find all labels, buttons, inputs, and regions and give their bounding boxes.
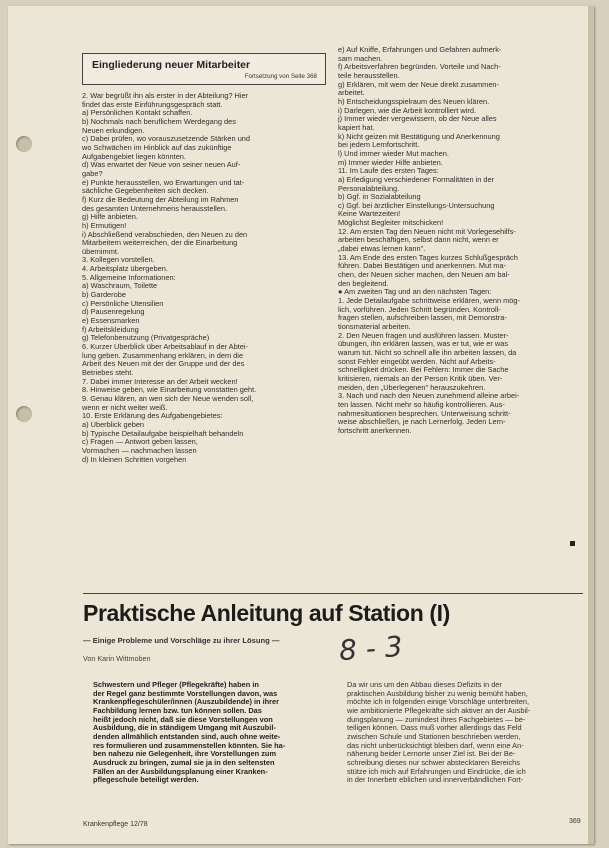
text-line: wenn er nicht weiter weiß. <box>82 403 168 412</box>
text-line: a) Waschraum, Toilette <box>82 282 158 291</box>
text-line: 3. Kollegen vorstellen. <box>82 256 155 265</box>
article-body-right <box>347 681 583 785</box>
text-line: Aufgabengebiet liegen könnten. <box>82 152 186 161</box>
text-line: d) Pausenregelung <box>82 308 145 317</box>
text-line: i) Abschließend verabschieden, den Neuen zu den <box>82 230 248 239</box>
text-line: b) Typische Detailaufgabe beispielhaft behandeln <box>82 429 244 438</box>
text-line: sächliche Gegebenheiten sich decken. <box>82 187 209 196</box>
text-line: Vormachen — nachmachen lassen <box>82 446 197 455</box>
article-intro <box>93 681 343 785</box>
body-line: näherung beider Lernorte unser Ziel ist. Bei der Be- <box>347 750 516 759</box>
text-line: 12. Am ersten Tag den Neuen nicht mit Vorlegesehilfs- <box>338 227 516 236</box>
text-line: b) Nochmals nach beruflichem Werdegang des <box>82 117 236 126</box>
article-subtitle: — Einige Probleme und Vorschläge zu ihrer Lösung — <box>83 636 280 645</box>
paper-edge <box>588 6 594 844</box>
end-mark <box>570 541 575 546</box>
text-line: d) In kleinen Schritten vorgehen <box>82 455 187 464</box>
body-line: wie ambitionierte Pflegekräfte sich aktiver an der Ausbil- <box>347 706 531 715</box>
text-line: 13. Am Ende des ersten Tages kurzes Schlußgespräch <box>338 253 518 262</box>
intro-line: ben nahezu nie Gelegenheit, ihre Vorstellungen zum <box>93 750 277 759</box>
text-line: ten lassen. Nicht mehr so häufig kontrollieren. Aus- <box>338 400 505 409</box>
intro-line: denden allmählich entstanden sind, auch ohne weite- <box>93 732 281 741</box>
text-line: i) Darlegen, wie die Arbeit kontrolliert wird. <box>338 106 477 115</box>
text-line: 10. Erste Erklärung des Aufgabengebietes: <box>82 412 223 421</box>
body-line: stütze ich mich auf Erfahrungen und Eindrücke, die ich <box>347 767 526 776</box>
text-line: 7. Dabei immer Interesse an der Arbeit wecken! <box>82 377 238 386</box>
text-line: 6. Kurzer Überblick über Arbeitsablauf in der Abtei- <box>82 343 248 352</box>
text-line: sam machen. <box>338 54 383 63</box>
text-line: 2. Den Neuen fragen und ausführen lassen. Muster- <box>338 331 509 340</box>
text-line: j) Immer wieder vergewissern, ob der Neue alles <box>338 115 497 124</box>
body-line: praktischen Ausbildung bisher zu wenig bemüht haben, <box>347 689 528 698</box>
text-line: Personalabteilung. <box>338 184 400 193</box>
text-line: „dabei etwas lernen kann". <box>338 245 426 254</box>
text-line: c) Fragen — Antwort geben lassen, <box>82 438 198 447</box>
text-line: f) Arbeitsverfahren begründen. Vorteile und Nach- <box>338 63 501 72</box>
text-line: g) Erklären, mit wem der Neue direkt zusammen- <box>338 80 500 89</box>
journal-footer: Krankenpflege 12/78 <box>83 821 148 828</box>
text-line: d) Was erwartet der Neue von seiner neuen Auf- <box>82 161 241 170</box>
text-line: e) Auf Kniffe, Erfahrungen und Gefahren aufmerk- <box>338 46 502 54</box>
text-line: fragen stellen, aufschreiben lassen, mit Demonstra- <box>338 314 507 323</box>
text-line: 9. Genau klären, an wen sich der Neue wenden soll, <box>82 394 254 403</box>
text-line: Mitarbeitern weiterreichen, der die Einarbeitung <box>82 239 238 248</box>
body-line: schreibung dieses nur schwer abstecktaren Bereichs <box>347 758 520 767</box>
text-line: ● Am zweiten Tag und an den nächsten Tagen: <box>338 288 492 297</box>
text-line: 1. Jede Detailaufgabe schrittweise erklären, wenn mög- <box>338 297 520 306</box>
page-number: 369 <box>569 818 581 825</box>
text-line: 2. War begrüßt ihn als erster in der Abteilung? Hier <box>82 92 249 100</box>
text-line: f) Kurz die Bedeutung der Abteilung im Rahmen <box>82 195 239 204</box>
section-title: Eingliederung neuer Mitarbeiter <box>92 59 251 71</box>
article-title: Praktische Anleitung auf Station (I) <box>83 600 450 626</box>
text-line: m) Immer wieder Hilfe anbieten. <box>338 158 443 167</box>
punch-hole-bottom <box>16 406 32 422</box>
right-column <box>338 46 586 436</box>
intro-line: heißt jedoch nicht, daß sie diese Vorstellungen von <box>93 715 273 724</box>
text-line: c) Persönliche Utensilien <box>82 299 164 308</box>
body-line: in der Innerbetr eblichen und innerverbändlichen Fort- <box>347 776 524 785</box>
intro-line: Ausbildung, die in ständigem Umgang mit Auszubil- <box>93 724 276 733</box>
page <box>8 6 594 844</box>
punch-hole-top <box>16 136 32 152</box>
intro-line: Krankenpflegeschüler/innen (Auszubildende) in ihrer <box>93 698 280 707</box>
body-line: das nicht unberücksichtigt bleiben darf, wenn eine An- <box>347 741 524 750</box>
divider <box>83 593 583 594</box>
text-line: lich, vorführen. Jeden Schritt begründen. Kontroll- <box>338 305 501 314</box>
text-line: c) Ggf. bei ärztlicher Einstellungs-Untersuchung <box>338 201 495 210</box>
text-line: h) Entscheidungsspielraum des Neuen klären. <box>338 97 490 106</box>
text-line: b) Garderobe <box>82 291 126 300</box>
text-line: fortschritt anerkennen. <box>338 426 412 435</box>
text-line: wo Schwächen im Hinblick auf das zukünftige <box>82 143 232 152</box>
intro-line: der Regel ganz bestimmte Vorstellungen davon, was <box>93 689 278 698</box>
text-line: schnelligkeit drücken. Bei Fehlern: Immer die Sache <box>338 366 509 375</box>
text-line: chen, der Neuen sicher machen, den Neuen am bal- <box>338 271 510 280</box>
text-line: Keine Wartezeiten! <box>338 210 401 219</box>
text-line: b) Ggf. in Sozialabteilung <box>338 193 421 202</box>
intro-line: Ausdruck zu bringen, zumal sie ja in den seltensten <box>93 758 275 767</box>
intro-line: pflegeschule beteiligt werden. <box>93 776 199 785</box>
text-line: 4. Arbeitsplatz übergeben. <box>82 265 168 274</box>
intro-line: Fällen an der Ausbildungsplanung einer Kranken- <box>93 767 268 776</box>
text-line: g) Hilfe anbieten. <box>82 213 138 222</box>
intro-line: res formulieren und zusammenstellen könnten. Sie ha- <box>93 741 286 750</box>
body-line: teiligen können. Dass muß vorher allerdings das Feld <box>347 724 522 733</box>
text-line: tionsmaterial arbeiten. <box>338 323 411 331</box>
text-line: e) Punkte herausstellen, wo Erwartungen und tat- <box>82 178 245 187</box>
text-line: sonst Fehler eingeübt werden. Nicht auf Arbeits- <box>338 357 496 366</box>
text-line: führen. Dabei Bestätigen und anerkennen. Mut ma- <box>338 262 507 271</box>
text-line: nahmesituationen besprechen. Unterweisung schritt- <box>338 409 511 418</box>
text-line: 8. Hinweise geben, wie Einarbeitung vonstatten geht. <box>82 386 257 395</box>
text-line: gabe? <box>82 169 103 178</box>
text-line: g) Telefonbenutzung (Privatgespräche) <box>82 334 210 343</box>
left-column <box>82 92 330 464</box>
text-line: 3. Nach und nach den Neuen zunehmend alleine arbei- <box>338 392 520 401</box>
text-line: weise abschließen, je nach Lernerfolg. Jeden Lern- <box>338 418 506 427</box>
continuation-note: Fortsetzung von Seite 368 <box>244 73 317 80</box>
text-line: Möglichst Begleiter mitschicken! <box>338 219 444 228</box>
text-line: übungen, ihn erklären lassen, was er tut, wie er was <box>338 340 509 349</box>
text-line: Neuen erkundigen. <box>82 126 145 135</box>
intro-line: Fachbildung lernen bzw. tun können sollen. Das <box>93 706 262 715</box>
text-line: arbeitet. <box>338 89 365 98</box>
text-line: den begleitend. <box>338 279 389 288</box>
text-line: bei jedem Lernfortschritt. <box>338 141 420 150</box>
text-line: h) Ermutigen! <box>82 221 127 230</box>
text-line: 11. Im Laufe des ersten Tages: <box>338 167 439 176</box>
text-line: a) Erledigung verschiedener Formalitäten in der <box>338 175 495 184</box>
text-line: findet das erste Einführungsgespräch statt. <box>82 100 223 109</box>
article-author: Von Karin Wittmoben <box>83 654 151 663</box>
text-line: 5. Allgemeine Informationen: <box>82 273 176 282</box>
text-line: teile herausstellen. <box>338 71 400 80</box>
text-line: l) Und immer wieder Mut machen. <box>338 149 449 158</box>
text-line: e) Essensmarken <box>82 317 140 326</box>
body-line: möchte ich in folgenden einige Vorschläge unterbreiten, <box>347 698 530 707</box>
text-line: meiden, den „Überlegenen" herauszukehren. <box>338 383 486 392</box>
text-line: arbeiten beschäftigen, selbst dann nicht, wenn er <box>338 236 499 245</box>
body-line: zwischen Schule und Stationen beschrieben werden, <box>347 732 521 741</box>
text-line: Betriebes steht. <box>82 369 134 377</box>
text-line: f) Arbeitskleidung <box>82 325 139 334</box>
text-line: a) Persönlichen Kontakt schaffen. <box>82 109 193 118</box>
text-line: Arbeit des Neuen mit der der Gruppe und der des <box>82 360 245 369</box>
text-line: warum tut. Nicht so schnell alle ihn arbeiten lassen, da <box>338 348 517 357</box>
text-line: a) Überblick geben <box>82 420 145 429</box>
body-line: Da wir uns um den Abbau dieses Defizits in der <box>347 681 502 689</box>
handwritten-note: 8 - 3 <box>337 629 404 668</box>
text-line: k) Nicht geizen mit Bestätigung und Anerkennung <box>338 132 500 141</box>
text-line: übernimmt. <box>82 247 119 256</box>
text-line: lung geben. Zusammenhang erklären, in dem die <box>82 351 244 360</box>
text-line: c) Dabei prüfen, wo vorauszusetzende Stärken und <box>82 135 251 144</box>
text-line: kritisieren, niemals an der Person Kritik üben. Ver- <box>338 374 503 383</box>
section-box <box>82 53 326 85</box>
intro-line: Schwestern und Pfleger (Pflegekräfte) haben in <box>93 681 259 689</box>
text-line: kapiert hat. <box>338 123 375 132</box>
text-line: des gesamten Unternehmens herausstellen. <box>82 204 228 213</box>
body-line: dungsplanung — zumindest ihres Fachgebietes — be- <box>347 715 526 724</box>
